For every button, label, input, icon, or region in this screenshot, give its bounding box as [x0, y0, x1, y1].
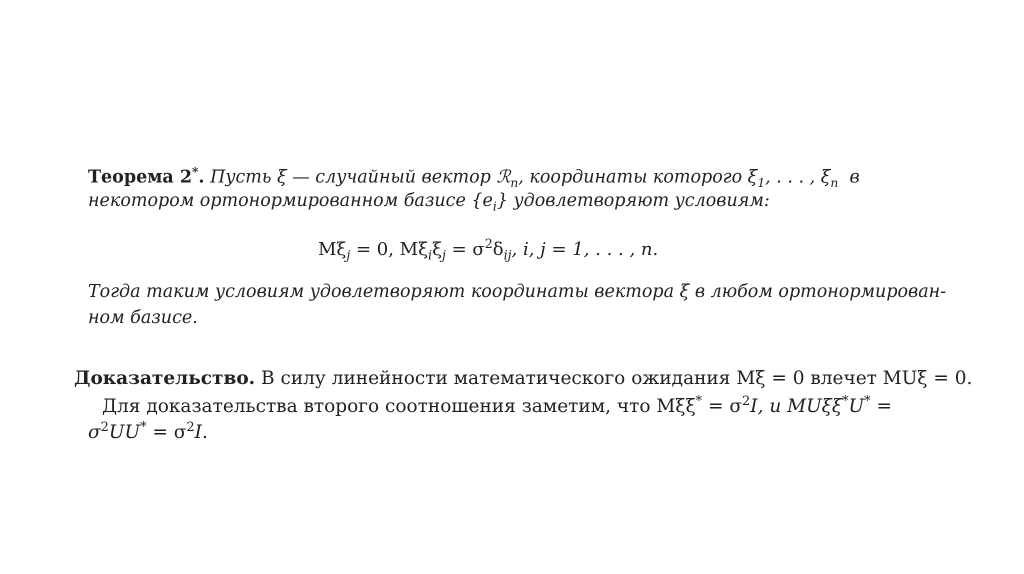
theorem-line2-rest: } удовлетворяют условиям: — [496, 191, 770, 211]
formula-part: δ — [492, 238, 504, 260]
proof-title: Доказательство. — [74, 368, 256, 389]
proof-text: I. — [194, 422, 208, 444]
display-formula — [318, 236, 658, 262]
proof-text: I, и MUξξ — [750, 396, 843, 418]
proof-sup: * — [695, 394, 703, 409]
formula-part: = σ — [445, 238, 485, 260]
proof-line-2 — [102, 394, 892, 417]
proof-text: Для доказательства второго соотношения заметим, что Mξξ — [102, 396, 696, 418]
theorem-title-star: * — [192, 164, 199, 179]
theorem-sub-n: n — [510, 176, 519, 191]
proof-sup: 2 — [186, 420, 195, 435]
proof-sup: * — [842, 394, 849, 409]
proof-line-1 — [74, 368, 972, 389]
formula-sup: 2 — [484, 236, 493, 251]
proof-text: UU — [108, 422, 141, 444]
theorem-text-rest: , координаты которого ξ — [518, 167, 758, 188]
proof-text: = σ — [702, 396, 743, 418]
formula-sub: j — [346, 247, 351, 263]
formula-part: Mξ — [318, 238, 347, 260]
theorem-line-1 — [88, 164, 860, 190]
theorem-line2-text: некотором ортонормированном базисе {e — [88, 191, 493, 211]
formula-sub: i — [428, 247, 433, 263]
theorem-title-dot: . — [198, 167, 205, 188]
proof-sup: 2 — [742, 394, 751, 409]
proof-sup: 2 — [100, 420, 109, 435]
formula-sub: j — [441, 247, 446, 263]
theorem-line-2 — [88, 191, 770, 213]
proof-line-3 — [88, 420, 208, 443]
conclusion-line-2: ном базисе. — [88, 308, 198, 328]
formula-sub: ij — [503, 247, 512, 263]
proof-sup: * — [864, 394, 871, 409]
proof-text: = σ — [146, 422, 187, 444]
theorem-text-tail: в — [849, 167, 860, 188]
theorem-sub-1: 1 — [757, 176, 766, 191]
theorem-text-mid: , . . . , ξ — [765, 167, 831, 188]
theorem-sub-n2: n — [830, 176, 839, 191]
proof-text: U — [848, 396, 865, 418]
theorem-line2-sub: i — [492, 199, 497, 214]
proof-sup: * — [140, 420, 147, 435]
proof-text: В силу линейности математического ожидания Mξ = 0 влечет MUξ = 0. — [255, 368, 973, 389]
proof-text: = — [870, 396, 892, 418]
formula-part: , i, j = 1, . . . , n. — [511, 238, 659, 260]
theorem-text: Пусть ξ — случайный вектор ℛ — [210, 167, 511, 188]
proof-text: σ — [88, 422, 101, 444]
conclusion-line-1: Тогда таким условиям удовлетворяют координаты вектора ξ в любом ортонормирован- — [88, 282, 947, 302]
formula-part: = 0, Mξ — [350, 238, 429, 260]
formula-part: ξ — [432, 238, 442, 260]
theorem-title: Теорема 2 — [88, 167, 193, 188]
